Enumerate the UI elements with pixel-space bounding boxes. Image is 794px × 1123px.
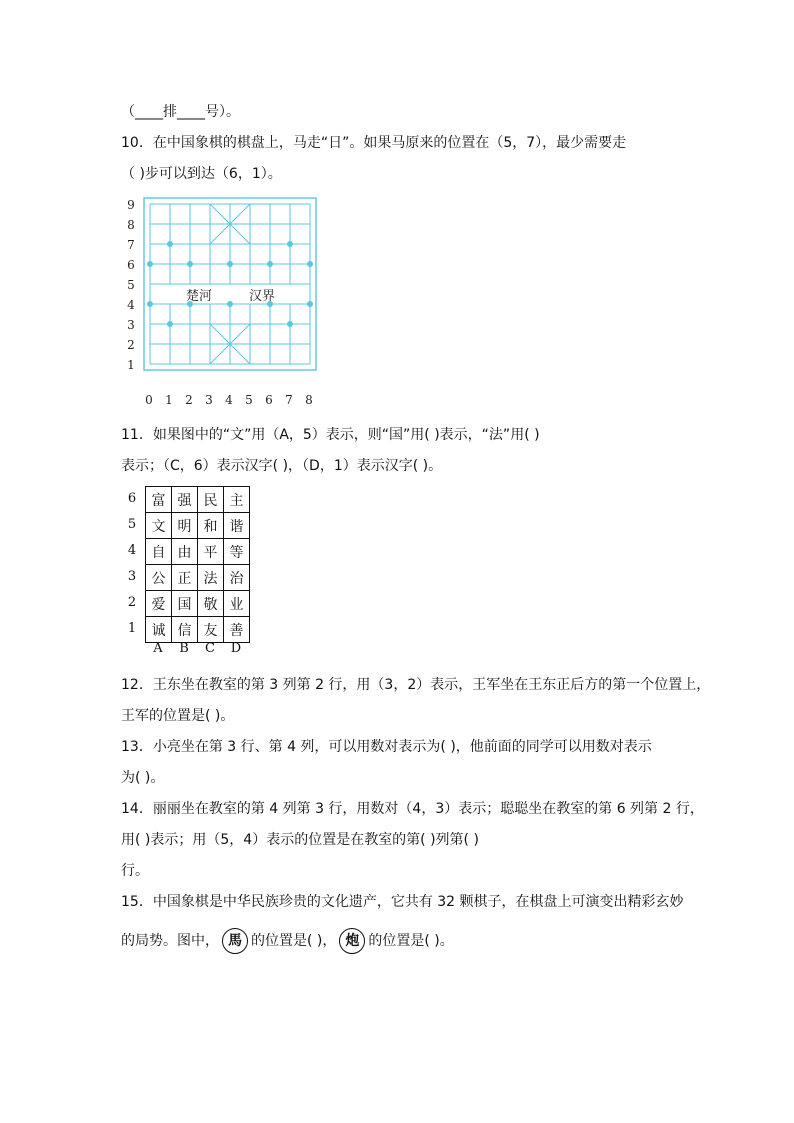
grid-cell: 等: [224, 539, 250, 565]
q15-line2: [121, 928, 454, 954]
q14-line3: 行。: [121, 863, 149, 879]
board-x-label: 4: [225, 393, 233, 407]
river-left-label: 楚河: [186, 289, 213, 304]
board-point-mark: [167, 321, 173, 327]
grid-cell: 敬: [198, 591, 224, 617]
grid-cell: 信: [172, 617, 198, 643]
board-y-label: 7: [127, 238, 135, 252]
grid-row: [146, 565, 250, 591]
board-x-label: 7: [285, 393, 293, 407]
grid-cell: 治: [224, 565, 250, 591]
grid-row: [146, 591, 250, 617]
board-x-label: 5: [245, 393, 253, 407]
board-point-mark: [167, 241, 173, 247]
grid-col-label: C: [205, 641, 215, 656]
grid-cell: 富: [146, 487, 172, 513]
board-x-label: 6: [265, 393, 273, 407]
grid-row-label: 6: [127, 491, 137, 506]
board-x-label: 1: [165, 393, 173, 407]
grid-cell: 主: [224, 487, 250, 513]
grid-row: [146, 487, 250, 513]
q9-tail: （____排____号）。: [121, 104, 240, 120]
grid-cell: 由: [172, 539, 198, 565]
grid-row: [146, 513, 250, 539]
grid-col-label: B: [179, 641, 189, 656]
board-x-label: 2: [185, 393, 193, 407]
board-point-mark: [307, 261, 313, 267]
q15-line1: 15．中国象棋是中华民族珍贵的文化遗产，它共有 32 颗棋子，在棋盘上可演变出精彩玄妙: [121, 894, 684, 910]
q10-line1: 10．在中国象棋的棋盘上，马走“日”。如果马原来的位置在（5，7），最少需要走: [121, 135, 627, 151]
board-point-mark: [187, 261, 193, 267]
board-x-label: 3: [205, 393, 213, 407]
board-point-mark: [307, 301, 313, 307]
grid-cell: 法: [198, 565, 224, 591]
grid-row-label: 3: [127, 569, 137, 584]
board-point-mark: [267, 261, 273, 267]
grid-cell: 国: [172, 591, 198, 617]
river-right-label: 汉界: [249, 289, 276, 304]
q15-text-c: 的位置是( )。: [368, 933, 454, 949]
board-point-mark: [147, 301, 153, 307]
cannon-piece-icon: 炮: [339, 928, 365, 954]
grid-cell: 公: [146, 565, 172, 591]
board-point-mark: [227, 261, 233, 267]
horse-piece-icon: 馬: [222, 928, 248, 954]
character-grid: [145, 486, 250, 643]
chess-board: [118, 190, 328, 408]
grid-cell: 友: [198, 617, 224, 643]
grid-cell: 自: [146, 539, 172, 565]
q12-line1: 12．王东坐在教室的第 3 列第 2 行，用（3，2）表示，王军坐在王东正后方的第一个位置上，: [121, 677, 711, 693]
q15-text-b: 的位置是( )，: [251, 933, 337, 949]
q13-line1: 13．小亮坐在第 3 行、第 4 列，可以用数对表示为( )，他前面的同学可以用数对表示: [121, 739, 652, 755]
board-y-label: 8: [127, 218, 135, 232]
q10-line2: （ )步可以到达（6，1）。: [121, 166, 282, 182]
board-x-label: 0: [145, 393, 153, 407]
board-y-label: 9: [127, 198, 135, 212]
board-point-mark: [147, 261, 153, 267]
board-x-label: 8: [305, 393, 313, 407]
grid-row: [146, 539, 250, 565]
q11-line1: 11．如果图中的“文”用（A，5）表示，则“国”用( )表示，“法”用( ): [121, 427, 540, 443]
grid-row: [146, 617, 250, 643]
grid-cell: 爱: [146, 591, 172, 617]
board-y-label: 5: [127, 278, 135, 292]
board-point-mark: [287, 321, 293, 327]
board-point-mark: [287, 241, 293, 247]
grid-cell: 强: [172, 487, 198, 513]
grid-cell: 谐: [224, 513, 250, 539]
grid-cell: 诚: [146, 617, 172, 643]
grid-cell: 文: [146, 513, 172, 539]
grid-cell: 正: [172, 565, 198, 591]
q14-line1: 14．丽丽坐在教室的第 4 列第 3 行，用数对（4，3）表示；聪聪坐在教室的第 6 列第 2 行，: [121, 801, 704, 817]
board-y-label: 1: [127, 358, 135, 372]
grid-row-label: 4: [127, 543, 137, 558]
board-point-mark: [227, 301, 233, 307]
q15-text-a: 的局势。图中，: [121, 933, 219, 949]
board-y-label: 4: [127, 298, 135, 312]
grid-row-label: 1: [127, 621, 137, 636]
grid-row-label: 2: [127, 595, 137, 610]
q12-line2: 王军的位置是( )。: [121, 708, 235, 724]
grid-col-label: A: [153, 641, 163, 656]
q11-line2: 表示；（C，6）表示汉字( )，（D，1）表示汉字( )。: [121, 458, 443, 474]
q14-line2: 用( )表示；用（5，4）表示的位置是在教室的第( )列第( ): [121, 832, 479, 848]
grid-cell: 平: [198, 539, 224, 565]
grid-row-label: 5: [127, 517, 137, 532]
board-y-label: 6: [127, 258, 135, 272]
board-y-label: 2: [127, 338, 135, 352]
grid-cell: 明: [172, 513, 198, 539]
q13-line2: 为( )。: [121, 770, 165, 786]
grid-cell: 善: [224, 617, 250, 643]
grid-col-label: D: [230, 641, 242, 656]
grid-cell: 业: [224, 591, 250, 617]
board-y-label: 3: [127, 318, 135, 332]
grid-cell: 和: [198, 513, 224, 539]
grid-cell: 民: [198, 487, 224, 513]
